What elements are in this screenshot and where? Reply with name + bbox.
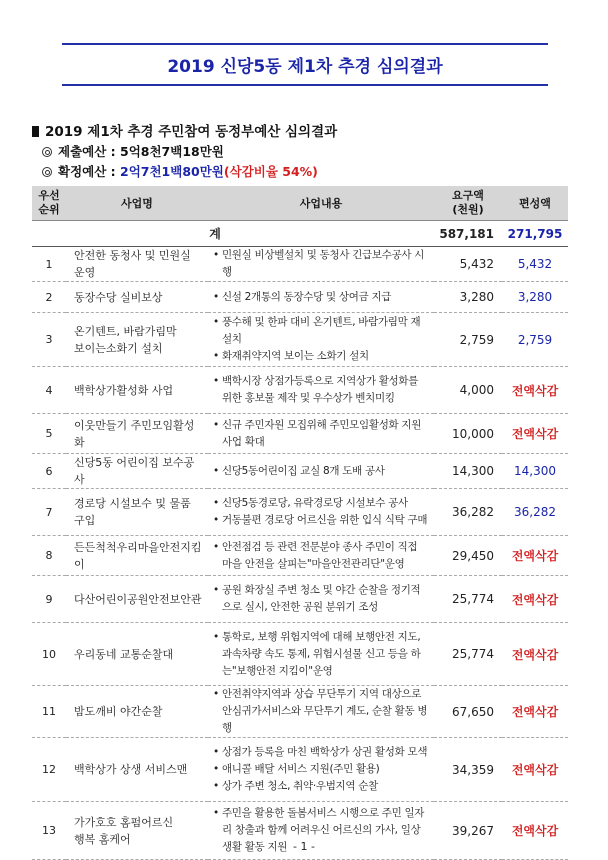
table-row — [32, 576, 568, 623]
row-request-amount: 36,282 — [434, 489, 502, 536]
bullet-dot-icon: • — [213, 540, 222, 553]
row-request-amount: 25,774 — [434, 623, 502, 686]
bullet-dot-icon: • — [213, 514, 222, 526]
content-bullet-item — [212, 314, 430, 348]
row-project-name: 가가호호 홈펌어르신 행복 홈케어 — [66, 802, 208, 860]
row-priority: 12 — [32, 738, 66, 802]
row-project-content — [208, 247, 434, 282]
confirmed-note: (삭감비율 54%) — [223, 164, 318, 179]
content-text: 민원실 비상벨설치 및 동청사 긴급보수공사 시행 — [221, 249, 425, 278]
content-text: 상가 주변 청소, 취약·우범지역 순찰 — [221, 780, 378, 792]
header-project-name: 사업명 — [66, 186, 208, 221]
confirmed-budget — [42, 162, 318, 180]
row-allocated-amount: 14,300 — [502, 454, 568, 489]
content-bullet-item — [212, 761, 430, 778]
row-project-name: 다산어린이공원안전보안관 — [66, 576, 208, 623]
content-text: 거동불편 경로당 어르신을 위한 입식 식탁 구매 — [221, 514, 428, 526]
double-circle-icon — [42, 147, 52, 157]
row-project-content — [208, 489, 434, 536]
row-priority: 10 — [32, 623, 66, 686]
header-allocated-amount: 편성액 — [502, 186, 568, 221]
bullet-dot-icon: • — [213, 807, 222, 819]
table-row — [32, 623, 568, 686]
total-label: 계 — [32, 221, 434, 247]
bullet-dot-icon: • — [213, 584, 222, 596]
table-row — [32, 414, 568, 454]
table-row — [32, 367, 568, 414]
content-bullet-item — [212, 539, 430, 573]
row-project-name: 우리동네 교통순찰대 — [66, 623, 208, 686]
row-result-cut-badge: 전액삭감 — [502, 686, 568, 738]
row-request-amount: 4,000 — [434, 367, 502, 414]
double-circle-icon — [42, 167, 52, 177]
row-request-amount: 3,280 — [434, 282, 502, 313]
row-request-amount: 25,774 — [434, 576, 502, 623]
submitted-value: 5억8천7백18만원 — [120, 144, 224, 159]
content-text: 안전점검 등 관련 전문분야 종사 주민이 직접 마을 안전을 살피는"마을안전관리단"운영 — [221, 540, 418, 570]
row-request-amount: 29,450 — [434, 536, 502, 576]
bullet-dot-icon: • — [213, 780, 222, 792]
row-project-content — [208, 576, 434, 623]
row-priority: 3 — [32, 313, 66, 367]
content-bullet-item — [212, 417, 430, 451]
content-text: 주민을 활용한 돌봄서비스 시행으로 주민 일자리 창출과 함께 어려우신 어르신의 가사, 일상생활 활동 지원 — [221, 807, 425, 853]
content-bullet-item — [212, 495, 430, 512]
row-project-content — [208, 313, 434, 367]
row-project-content — [208, 686, 434, 738]
section-heading-text: 2019 제1차 추경 주민참여 동정부예산 심의결과 — [45, 124, 338, 140]
bullet-dot-icon: • — [213, 688, 222, 700]
content-text: 화재취약지역 보이는 소화기 설치 — [221, 350, 369, 362]
row-request-amount: 14,300 — [434, 454, 502, 489]
confirmed-value: 2억7천1백80만원 — [120, 164, 224, 179]
content-text: 안전취약지역과 상습 무단투기 지역 대상으로 안심귀가서비스와 무단투기 계도, 순찰 활동 병행 — [221, 688, 428, 734]
total-row — [32, 221, 568, 247]
row-priority: 8 — [32, 536, 66, 576]
section-heading — [32, 120, 337, 140]
row-project-name: 백학상가 상생 서비스맨 — [66, 738, 208, 802]
row-result-cut-badge: 전액삭감 — [502, 367, 568, 414]
table-row — [32, 738, 568, 802]
content-bullet-item — [212, 744, 430, 761]
content-bullet-item — [212, 247, 430, 281]
bullet-dot-icon: • — [213, 350, 222, 362]
bullet-dot-icon: • — [213, 746, 222, 758]
row-project-name: 온기텐트, 바람가림막 보이는소화기 설치 — [66, 313, 208, 367]
total-result: 271,795 — [502, 221, 568, 247]
header-request-amount: 요구액 (천원) — [434, 186, 502, 221]
bullet-dot-icon: • — [213, 418, 222, 431]
table-row — [32, 686, 568, 738]
header-project-content: 사업내용 — [208, 186, 434, 221]
row-priority: 7 — [32, 489, 66, 536]
title-rule-top — [62, 43, 548, 45]
content-text: 공원 화장실 주변 청소 및 야간 순찰을 정기적으로 실시, 안전한 공원 분위기 조성 — [221, 584, 421, 613]
row-priority: 11 — [32, 686, 66, 738]
row-allocated-amount: 2,759 — [502, 313, 568, 367]
row-allocated-amount: 5,432 — [502, 247, 568, 282]
row-project-name: 안전한 동청사 및 민원실 운영 — [66, 247, 208, 282]
row-project-content — [208, 623, 434, 686]
row-project-name: 밤도깨비 야간순찰 — [66, 686, 208, 738]
content-bullet-item — [212, 348, 430, 365]
content-text: 신당5동경로당, 유락경로당 시설보수 공사 — [221, 497, 408, 509]
row-result-cut-badge: 전액삭감 — [502, 576, 568, 623]
confirmed-label: 확정예산 : — [58, 164, 121, 179]
row-request-amount: 2,759 — [434, 313, 502, 367]
submitted-label: 제출예산 : — [58, 144, 121, 159]
content-text: 상점가 등록을 마친 백학상가 상권 활성화 모색 — [221, 746, 428, 758]
row-project-content — [208, 536, 434, 576]
row-project-content — [208, 454, 434, 489]
row-result-cut-badge: 전액삭감 — [502, 802, 568, 860]
row-project-name: 신당5동 어린이집 보수공사 — [66, 454, 208, 489]
row-request-amount: 34,359 — [434, 738, 502, 802]
content-bullet-item — [212, 582, 430, 616]
bullet-dot-icon: • — [213, 249, 222, 261]
row-project-content — [208, 738, 434, 802]
content-bullet-item — [212, 512, 430, 529]
row-project-name: 동장수당 실비보상 — [66, 282, 208, 313]
content-text: 신설 2개통의 동장수당 및 상여금 지급 — [221, 290, 392, 303]
page-title: 2019 신당5동 제1차 추경 심의결과 — [167, 57, 443, 77]
bullet-dot-icon: • — [213, 464, 222, 477]
row-project-content — [208, 282, 434, 313]
row-project-name: 이웃만들기 주민모임활성화 — [66, 414, 208, 454]
row-request-amount: 39,267 — [434, 802, 502, 860]
content-bullet-item — [212, 289, 430, 306]
content-text: 신당5동어린이집 교실 8개 도배 공사 — [221, 464, 385, 477]
row-result-cut-badge: 전액삭감 — [502, 536, 568, 576]
header-priority: 우선 순위 — [32, 186, 66, 221]
row-priority: 13 — [32, 802, 66, 860]
total-request: 587,181 — [434, 221, 502, 247]
row-allocated-amount: 3,280 — [502, 282, 568, 313]
content-text: 백학시장 상점가등록으로 지역상가 활성화를 위한 홍보물 제작 및 우수상가 벤치미킹 — [221, 375, 419, 404]
title-rule-bottom — [62, 84, 548, 86]
row-request-amount: 67,650 — [434, 686, 502, 738]
row-allocated-amount: 36,282 — [502, 489, 568, 536]
row-priority: 6 — [32, 454, 66, 489]
content-text: 신규 주민자원 모집위해 주민모임활성화 지원사업 확대 — [221, 418, 422, 448]
row-priority: 5 — [32, 414, 66, 454]
content-bullet-item — [212, 629, 430, 680]
row-priority: 4 — [32, 367, 66, 414]
table-row — [32, 454, 568, 489]
budget-table — [32, 186, 568, 860]
row-result-cut-badge: 전액삭감 — [502, 623, 568, 686]
bullet-dot-icon: • — [213, 290, 222, 303]
bullet-dot-icon: • — [213, 763, 222, 775]
table-header-row — [32, 186, 568, 221]
table-row — [32, 247, 568, 282]
row-result-cut-badge: 전액삭감 — [502, 738, 568, 802]
row-priority: 2 — [32, 282, 66, 313]
content-bullet-item — [212, 373, 430, 407]
bullet-dot-icon: • — [213, 316, 222, 328]
content-bullet-item — [212, 686, 430, 737]
content-text: 애니콜 배달 서비스 지원(주민 활용) — [221, 763, 380, 775]
square-bullet-icon — [32, 126, 39, 137]
content-bullet-item — [212, 778, 430, 795]
content-bullet-item — [212, 463, 430, 480]
table-row — [32, 313, 568, 367]
row-project-name: 든든척척우리마을안전지킴이 — [66, 536, 208, 576]
row-project-name: 백학상가활성화 사업 — [66, 367, 208, 414]
row-request-amount: 5,432 — [434, 247, 502, 282]
table-row — [32, 489, 568, 536]
table-row — [32, 282, 568, 313]
content-text: 풍수해 및 한파 대비 온기텐트, 바람가림막 재설치 — [221, 316, 421, 345]
bullet-dot-icon: • — [213, 630, 222, 643]
submitted-budget — [42, 142, 224, 160]
row-result-cut-badge: 전액삭감 — [502, 414, 568, 454]
row-request-amount: 10,000 — [434, 414, 502, 454]
row-project-name: 경로당 시설보수 및 물품 구입 — [66, 489, 208, 536]
row-priority: 9 — [32, 576, 66, 623]
row-project-content — [208, 414, 434, 454]
bullet-dot-icon: • — [213, 497, 222, 509]
table-row — [32, 536, 568, 576]
row-project-content — [208, 367, 434, 414]
content-text: 통학로, 보행 위험지역에 대해 보행안전 지도, 과속차량 속도 통제, 위험시설물 신고 등을 하는"보행안전 지킴이"운영 — [221, 630, 421, 677]
bullet-dot-icon: • — [213, 375, 222, 387]
page-number: - 1 - — [293, 840, 315, 853]
row-priority: 1 — [32, 247, 66, 282]
